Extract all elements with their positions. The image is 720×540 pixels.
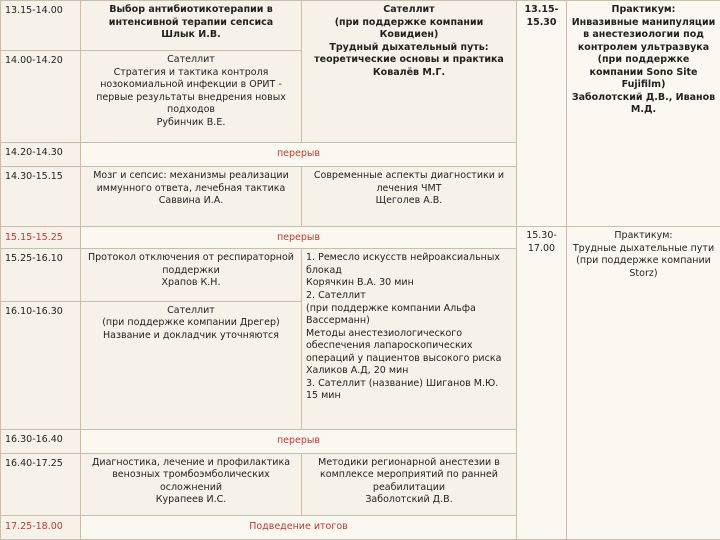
time-cell: 13.15-14.00 xyxy=(1,1,81,51)
session-text: Сателлит Стратегия и тактика контроля нозокомиальной инфекции в ОРИТ - первые результаты внедрения новых подходов Рубинчик В.Е. xyxy=(96,54,286,128)
side-time-cell xyxy=(517,227,567,540)
session-cell xyxy=(81,1,302,51)
side-time-cell xyxy=(517,1,567,227)
workshop-cell xyxy=(567,227,720,540)
list-item: Халиков А.Д, 20 мин xyxy=(306,365,409,377)
workshop-cell xyxy=(567,1,720,227)
time-cell: 15.25-16.10 xyxy=(1,249,81,301)
satellite-session-cell xyxy=(302,1,517,143)
side-time: 15.30- 17.00 xyxy=(526,230,557,254)
session-cell xyxy=(81,51,302,143)
time-cell: 16.30-16.40 xyxy=(1,429,81,453)
session-text: Мозг и сепсис: механизмы реализации иммунного ответа, лечебная тактика Саввина И.А. xyxy=(93,170,289,207)
list-item: 3. Сателлит (название) Шиганов М.Ю. xyxy=(306,377,499,389)
list-item: Методы анестезиологического обеспечения лапароскопических операций у пациентов высокого риска xyxy=(306,327,502,364)
time-cell: 14.00-14.20 xyxy=(1,51,81,143)
session-text: Современные аспекты диагностики и лечения ЧМТ Щеголев А.В. xyxy=(313,170,505,207)
session-cell xyxy=(302,453,517,515)
time-cell: 14.20-14.30 xyxy=(1,143,81,167)
session-cell xyxy=(302,167,517,227)
break-cell: перерыв xyxy=(81,143,517,167)
session-text: Протокол отключения от респираторной поддержки Храпов К.Н. xyxy=(88,252,294,289)
workshop-text: Практикум: Трудные дыхательные пути (при поддержке компании Storz) xyxy=(572,230,715,279)
session-text: Диагностика, лечение и профилактика венозных тромбоэмболических осложнений Курапеев И.С. xyxy=(91,456,291,506)
session-cell xyxy=(81,453,302,515)
side-time: 13.15- 15.30 xyxy=(524,4,559,28)
workshop-text: Практикум: Инвазивные манипуляции в анестезиологии под контролем ультразвука (при поддержке компании Sono Site Fujifilm) Заболотский Д.В., Иванов М.Д. xyxy=(571,4,716,116)
time-cell: 16.40-17.25 xyxy=(1,453,81,515)
time-cell: 17.25-18.00 xyxy=(1,515,81,539)
list-item: Корячкин В.А. 30 мин xyxy=(306,277,414,289)
break-cell: перерыв xyxy=(81,429,517,453)
session-text: Методики регионарной анестезии в комплексе мероприятий по ранней реабилитации Заболотский Д.В. xyxy=(318,456,500,506)
session-cell xyxy=(81,249,302,301)
time-cell: 16.10-16.30 xyxy=(1,301,81,429)
session-cell xyxy=(81,167,302,227)
list-item: 1. Ремесло искусств нейроаксиальных блокад xyxy=(306,252,501,276)
list-item: (при поддержке компании Альфа Вассерманн) xyxy=(306,302,476,327)
session-cell xyxy=(81,301,302,429)
break-cell: перерыв xyxy=(81,227,517,249)
list-item: 2. Сателлит xyxy=(306,290,366,301)
list-item: 15 мин xyxy=(306,390,341,402)
session-text: Сателлит (при поддержке компании Ковидиен) Трудный дыхательный путь: теоретические основы и практика Ковалёв М.Г. xyxy=(314,4,504,78)
summary-cell: Подведение итогов xyxy=(81,515,517,539)
time-cell: 14.30-15.15 xyxy=(1,167,81,227)
time-cell: 15.15-15.25 xyxy=(1,227,81,249)
session-list-cell xyxy=(302,249,517,429)
session-text: Выбор антибиотикотерапии в интенсивной терапии сепсиса Шлык И.В. xyxy=(108,4,274,41)
session-text: Сателлит (при поддержке компании Дрегер) Название и докладчик уточняются xyxy=(102,304,280,341)
